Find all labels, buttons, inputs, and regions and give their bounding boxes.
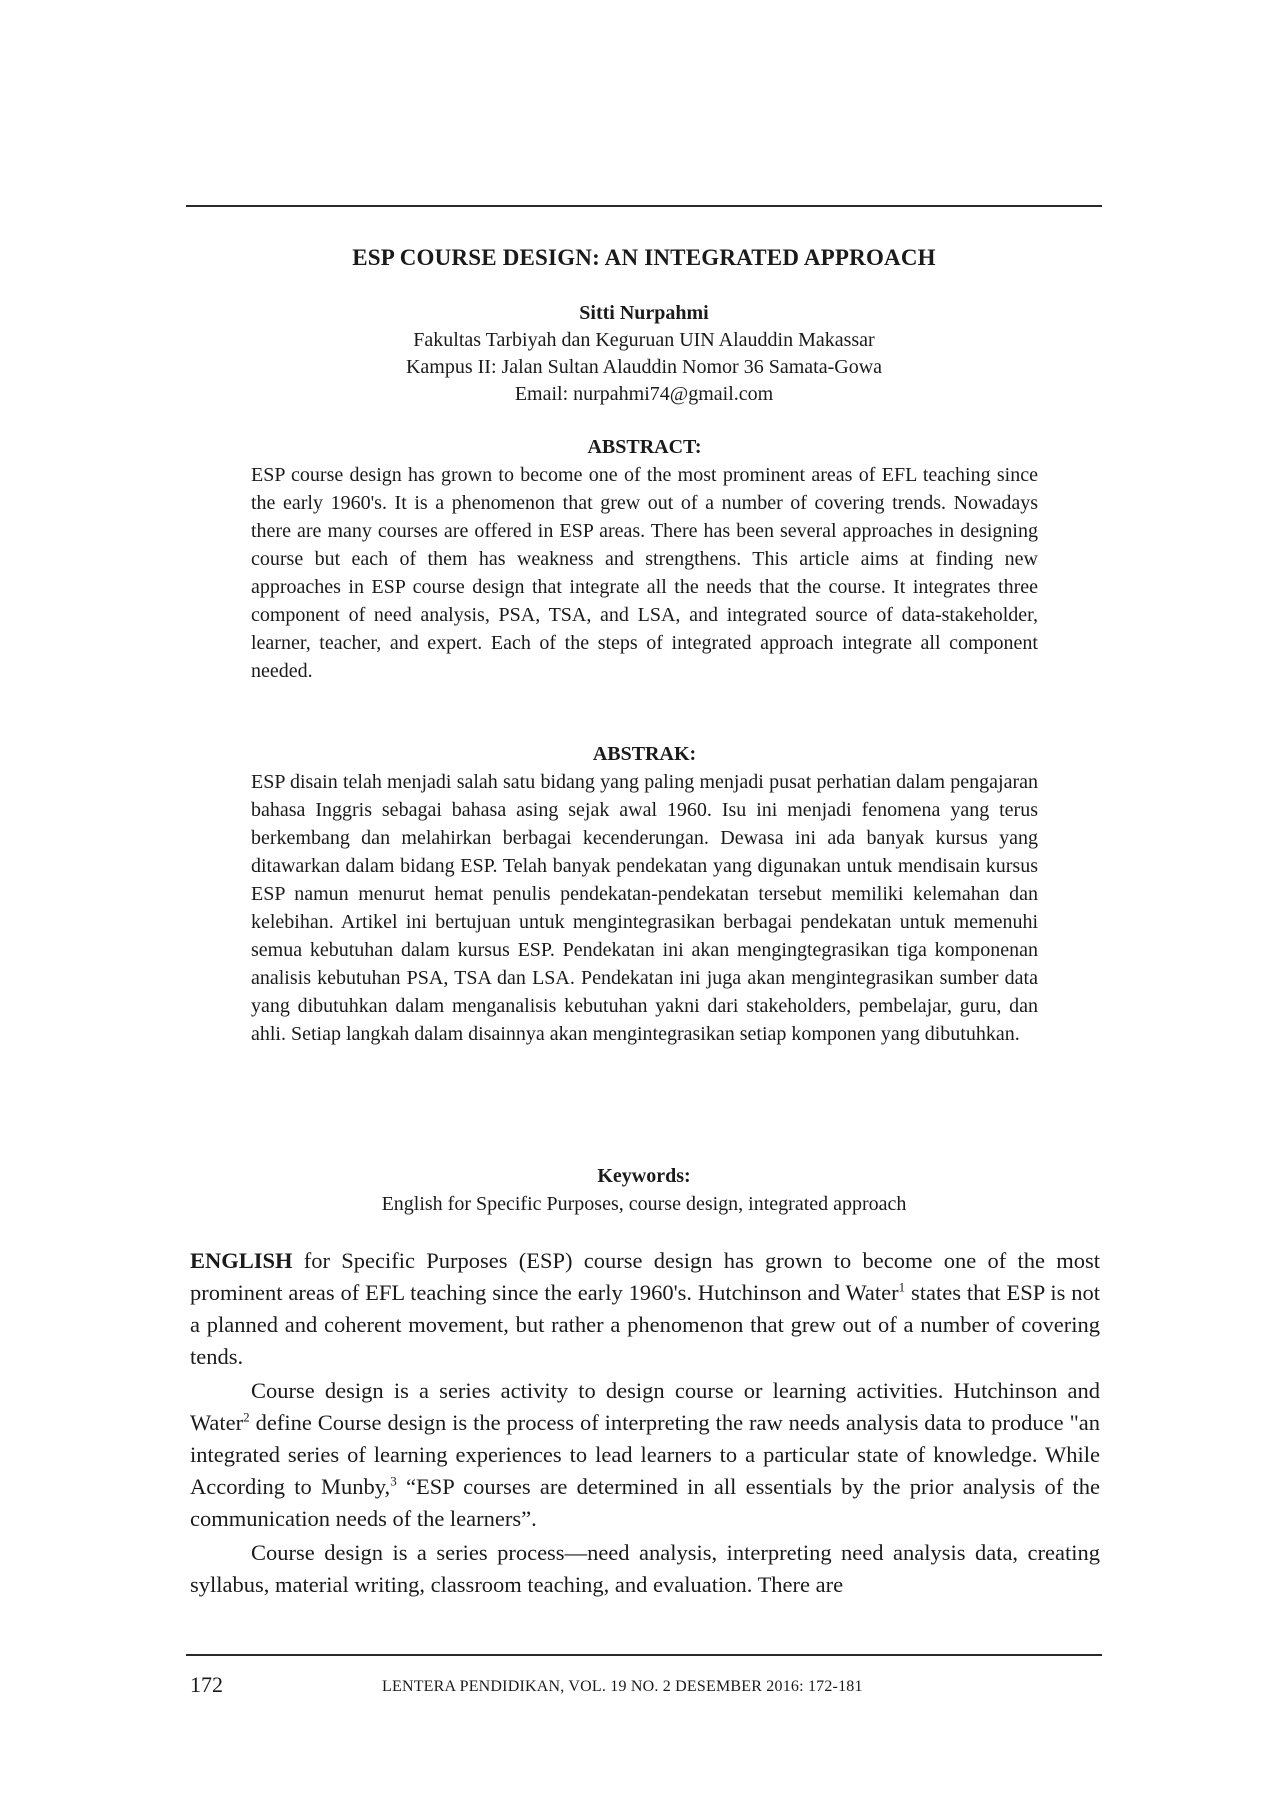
author-name: Sitti Nurpahmi: [579, 302, 709, 324]
footnote-ref-3[interactable]: 3: [390, 1473, 397, 1489]
author-email: Email: nurpahmi74@gmail.com: [514, 383, 774, 405]
paper-title: ESP COURSE DESIGN: AN INTEGRATED APPROACH: [352, 245, 936, 270]
abstrak-heading: ABSTRAK:: [592, 743, 697, 765]
author-affiliation: Fakultas Tarbiyah dan Keguruan UIN Alauddin Makassar: [413, 329, 875, 351]
body-p1-text-a: for Specific Purposes (ESP) course design has grown to become one of the most prominent areas of EFL teaching since the early 1960's. Hutchinson and Water: [190, 1248, 1100, 1305]
page-number: 172: [190, 1672, 223, 1697]
abstrak-text: ESP disain telah menjadi salah satu bidang yang paling menjadi pusat perhatian dalam pengajaran bahasa Inggris sebagai bahasa asing sejak awal 1960. Isu ini menjadi fenomena yang terus berkembang dan melahirkan berbagai kecenderungan. Dewasa ini ada banyak kursus yang ditawarkan dalam bidang ESP. Telah banyak pendekatan yang digunakan untuk mendisain kursus ESP namun menurut hemat penulis pendekatan-pendekatan tersebut memiliki kelemahan dan kelebihan. Artikel ini bertujuan untuk mengintegrasikan berbagai pendekatan untuk memenuhi semua kebutuhan dalam kursus ESP. Pendekatan ini akan mengingtegrasikan tiga komponenan analisis kebutuhan PSA, TSA dan LSA. Pendekatan ini juga akan mengintegrasikan sumber data yang dibutuhkan dalam menganalisis kebutuhan yakni dari stakeholders, pembelajar, guru, dan ahli. Setiap langkah dalam disainnya akan mengintegrasikan setiap komponen yang dibutuhkan.: [251, 771, 1038, 1045]
abstract-english: [251, 433, 1038, 685]
top-rule: [186, 205, 1102, 207]
main-body: [190, 1245, 1100, 1603]
body-paragraph-1: [190, 1245, 1100, 1373]
body-p3-text: Course design is a series process—need analysis, interpreting need analysis data, creating syllabus, material writing, classroom teaching, and evaluation. There are: [190, 1540, 1100, 1597]
body-p1-text-b: states that ESP is not a planned and coherent movement, but rather a phenomenon that grew out of a number of covering tends.: [190, 1280, 1101, 1369]
body-p2-text-a: Course design is a series activity to design course or learning activities. Hutchinson and Water: [190, 1378, 1100, 1435]
journal-footer: LENTERA PENDIDIKAN, VOL. 19 NO. 2 DESEMBER 2016: 172-181: [382, 1678, 863, 1695]
footnote-ref-1[interactable]: 1: [898, 1279, 906, 1295]
abstract-heading: ABSTRACT:: [587, 436, 702, 458]
keywords-heading: Keywords:: [597, 1165, 691, 1187]
keywords-block: [186, 1162, 1102, 1218]
lead-word: ENGLISH: [190, 1248, 293, 1273]
abstract-indonesian: [251, 740, 1038, 1048]
abstract-text: ESP course design has grown to become one of the most prominent areas of EFL teaching since the early 1960's. It is a phenomenon that grew out of a number of covering trends. Nowadays there are many courses are offered in ESP areas. There has been several approaches in designing course but each of them has weakness and strengthens. This article aims at finding new approaches in ESP course design that integrate all the needs that the course. It integrates three component of need analysis, PSA, TSA, and LSA, and integrated source of data-stakeholder, learner, teacher, and expert. Each of the steps of integrated approach integrate all component needed.: [251, 464, 1038, 682]
footnote-ref-2[interactable]: 2: [243, 1409, 250, 1425]
body-p2-text-c: “ESP courses are determined in all essentials by the prior analysis of the communication needs of the learners”.: [190, 1474, 1100, 1531]
bottom-rule: [186, 1654, 1102, 1656]
body-paragraph-2: [190, 1375, 1100, 1535]
keywords-text: English for Specific Purposes, course design, integrated approach: [381, 1193, 907, 1215]
author-address: Kampus II: Jalan Sultan Alauddin Nomor 36 Samata-Gowa: [405, 356, 883, 378]
body-paragraph-3: [190, 1537, 1100, 1601]
body-p2-text-b: define Course design is the process of interpreting the raw needs analysis data to produce "an integrated series of learning experiences to lead learners to a particular state of knowledge. While According to Munby,: [190, 1410, 1100, 1499]
author-block: [186, 300, 1102, 408]
